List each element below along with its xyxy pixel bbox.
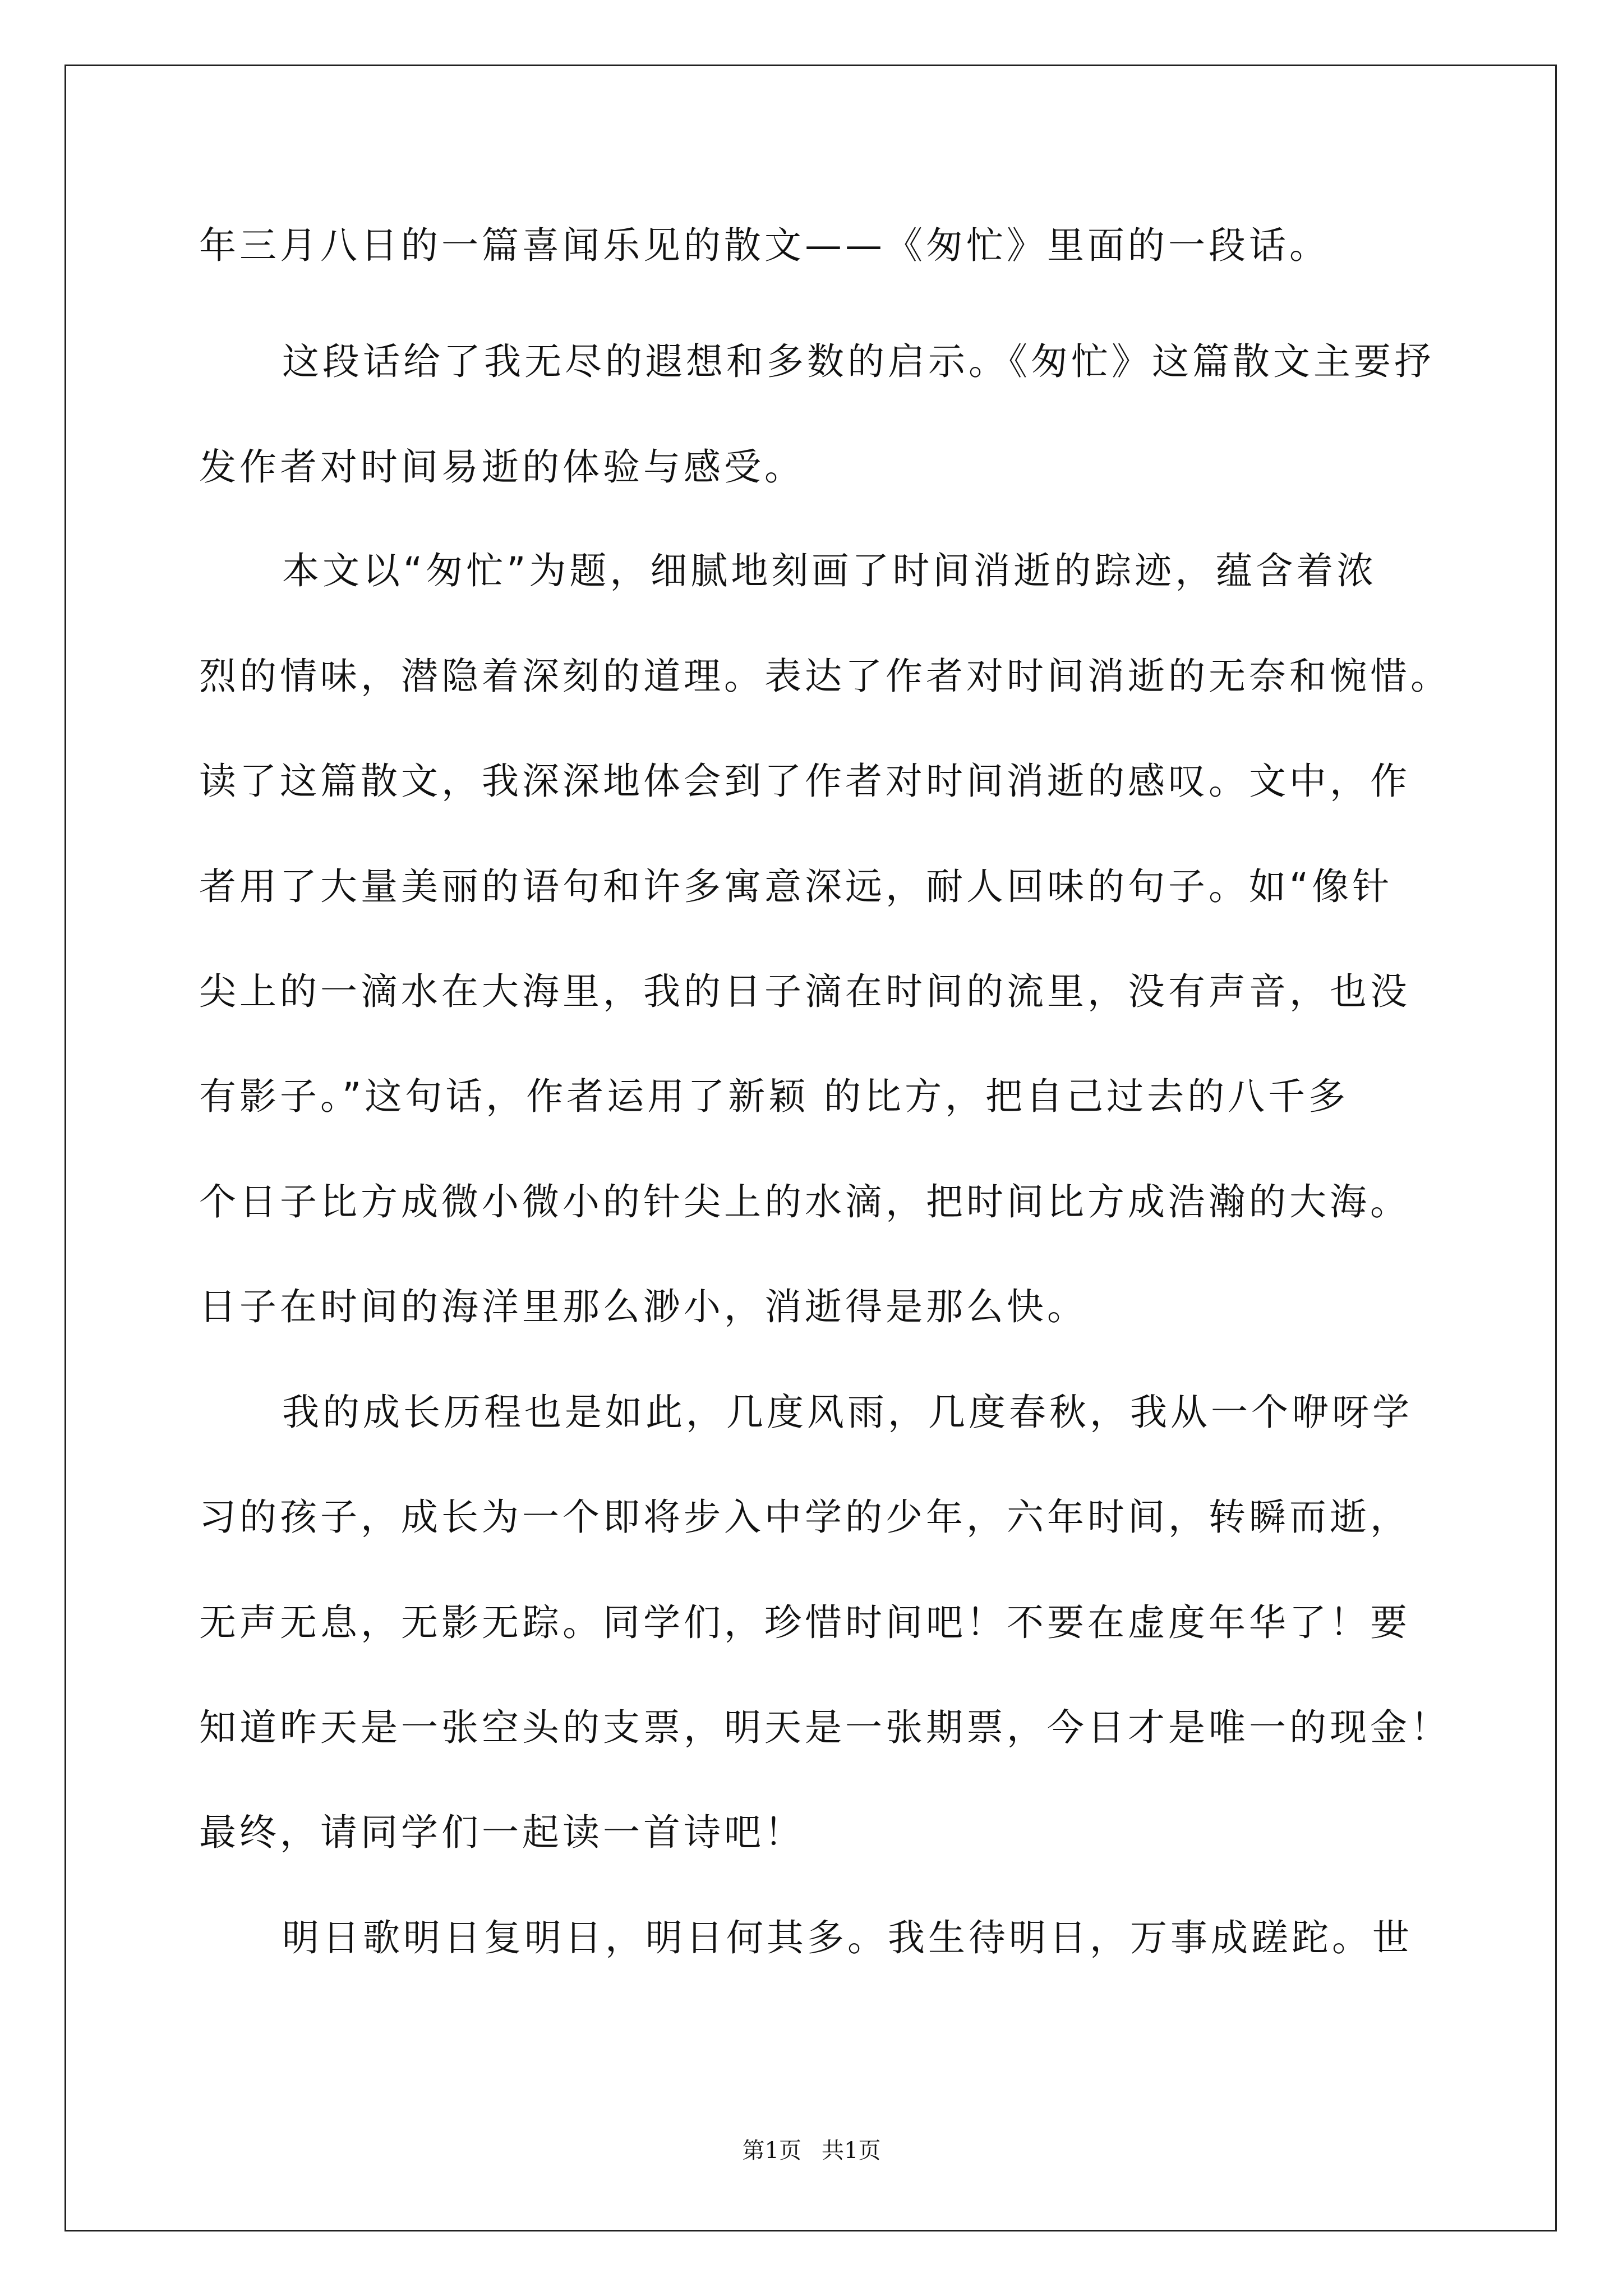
page-footer bbox=[0, 2133, 1623, 2165]
text-line: 无声无息，无影无踪。同学们，珍惜时间吧！不要在虚度年华了！要 bbox=[199, 1601, 1410, 1644]
page-number: 第1页 bbox=[742, 2138, 801, 2164]
text-line: 日子在时间的海洋里那么渺小，消逝得是那么快。 bbox=[199, 1285, 1087, 1328]
text-line: 本文以“匆忙”为题，细腻地刻画了时间消逝的踪迹，蕴含着浓 bbox=[282, 549, 1377, 592]
text-line: 习的孩子，成长为一个即将步入中学的少年，六年时间，转瞬而逝， bbox=[199, 1496, 1410, 1539]
text-line: 最终，请同学们一起读一首诗吧！ bbox=[199, 1811, 805, 1854]
text-line: 有影子。”这句话，作者运用了新颖 的比方，把自己过去的八千多 bbox=[199, 1075, 1349, 1118]
text-line: 个日子比方成微小微小的针尖上的水滴，把时间比方成浩瀚的大海。 bbox=[199, 1180, 1410, 1223]
text-line: 我的成长历程也是如此，几度风雨，几度春秋，我从一个咿呀学 bbox=[282, 1391, 1413, 1434]
text-line: 读了这篇散文，我深深地体会到了作者对时间消逝的感叹。文中，作 bbox=[199, 760, 1410, 803]
text-line: 这段话给了我无尽的遐想和多数的启示。《匆忙》这篇散文主要抒 bbox=[282, 340, 1435, 383]
page-border bbox=[64, 65, 1557, 2231]
page-total: 共1页 bbox=[822, 2138, 881, 2164]
text-line: 年三月八日的一篇喜闻乐见的散文——《匆忙》里面的一段话。 bbox=[199, 224, 1330, 267]
text-line: 明日歌明日复明日，明日何其多。我生待明日，万事成蹉跎。世 bbox=[282, 1916, 1413, 1959]
text-line: 尖上的一滴水在大海里，我的日子滴在时间的流里，没有声音，也没 bbox=[199, 970, 1410, 1013]
text-line: 者用了大量美丽的语句和许多寓意深远，耐人回味的句子。如“像针 bbox=[199, 865, 1393, 908]
text-line: 知道昨天是一张空头的支票，明天是一张期票，今日才是唯一的现金！ bbox=[199, 1706, 1451, 1749]
text-line: 发作者对时间易逝的体验与感受。 bbox=[199, 445, 805, 489]
text-line: 烈的情味，潜隐着深刻的道理。表达了作者对时间消逝的无奈和惋惜。 bbox=[199, 655, 1451, 698]
